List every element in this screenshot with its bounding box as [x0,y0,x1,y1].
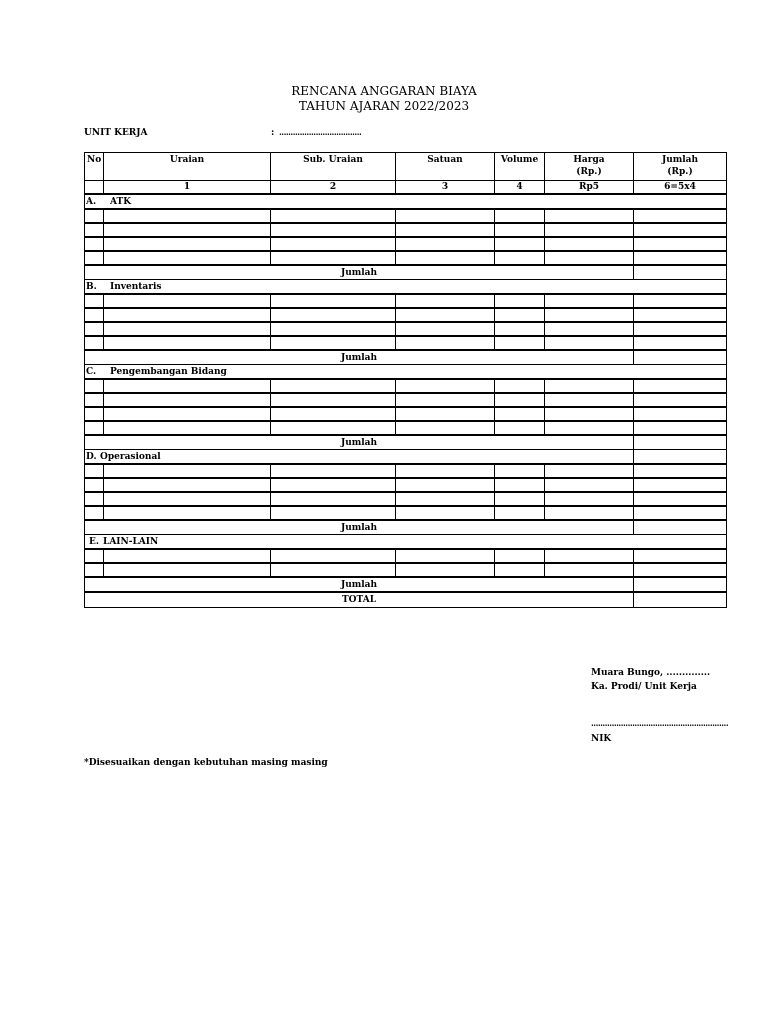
unit-kerja-value: .................................... [279,127,362,137]
table-row [85,336,727,350]
table-row [85,492,727,506]
total-row [85,592,727,608]
index-row [85,181,727,195]
table-row [85,251,727,265]
section-row-lain-lain [85,535,727,550]
subtotal-row-operasional [85,520,727,535]
table-row [85,308,727,322]
header-sub-uraian: Sub. Uraian [271,153,396,181]
section-letter: E. [89,536,99,547]
index-cell-3: 3 [396,181,495,195]
subtotal-value [634,350,727,365]
header-jumlah-line1: Jumlah [661,155,699,165]
footnote: *Disesuaikan dengan kebutuhan masing masing [84,758,328,768]
subtotal-row-lain-lain [85,577,727,592]
index-cell-no [85,181,104,195]
section-label [85,365,727,380]
table-row [85,393,727,407]
subtotal-label: Jumlah [85,435,634,450]
section-name: LAIN-LAIN [103,536,159,547]
unit-kerja-label: UNIT KERJA [84,128,148,138]
table-row [85,464,727,478]
index-cell-1: 1 [104,181,271,195]
unit-kerja-colon: : [271,128,275,138]
header-uraian: Uraian [104,153,271,181]
signature-place-date: Muara Bungo, .............. [591,668,711,678]
table-row [85,237,727,251]
section-label [85,194,727,209]
section-name: Operasional [100,451,161,462]
section-label [85,535,727,550]
table-row [85,223,727,237]
subtotal-label: Jumlah [85,350,634,365]
section-row-inventaris [85,280,727,295]
table-row [85,322,727,336]
section-row-pengembangan-bidang [85,365,727,380]
section-letter: D. [86,451,97,462]
section-label [85,280,727,295]
section-name: Pengembangan Bidang [110,366,227,377]
header-jumlah-line2: (Rp.) [667,167,693,177]
subtotal-label: Jumlah [85,520,634,535]
document-title-line2: TAHUN AJARAN 2022/2023 [298,99,470,113]
subtotal-value [634,435,727,450]
table-row [85,407,727,421]
subtotal-row-atk [85,265,727,280]
section-name: ATK [110,196,132,207]
table-row [85,209,727,223]
section-value [634,450,727,465]
document-title-line1: RENCANA ANGGARAN BIAYA [291,84,477,98]
total-value [634,592,727,608]
subtotal-value [634,577,727,592]
table-row [85,294,727,308]
header-volume: Volume [495,153,545,181]
subtotal-value [634,265,727,280]
header-harga-line1: Harga [573,155,605,165]
signature-position: Ka. Prodi/ Unit Kerja [591,682,697,692]
section-row-atk [85,194,727,209]
index-cell-5: Rp5 [545,181,634,195]
subtotal-value [634,520,727,535]
header-no: No [85,153,104,181]
total-label: TOTAL [85,592,634,608]
index-cell-2: 2 [271,181,396,195]
subtotal-label: Jumlah [85,265,634,280]
header-satuan: Satuan [396,153,495,181]
budget-table [84,152,727,608]
index-cell-4: 4 [495,181,545,195]
signature-name-line: ............................................................ [591,718,729,728]
subtotal-row-inventaris [85,350,727,365]
header-harga-line2: (Rp.) [576,167,602,177]
table-row [85,379,727,393]
subtotal-row-pengembangan-bidang [85,435,727,450]
table-row [85,506,727,520]
index-cell-6: 6=5x4 [634,181,727,195]
table-row [85,478,727,492]
signature-nik: NIK [591,734,612,744]
table-row [85,563,727,577]
section-label [85,450,634,465]
section-name: Inventaris [110,281,162,292]
subtotal-label: Jumlah [85,577,634,592]
section-row-operasional [85,450,727,465]
header-jumlah [634,153,727,181]
table-row [85,549,727,563]
section-letter: C. [86,366,97,377]
header-harga [545,153,634,181]
section-letter: A. [86,196,97,207]
section-letter: B. [86,281,97,292]
header-row [85,153,727,181]
table-row [85,421,727,435]
